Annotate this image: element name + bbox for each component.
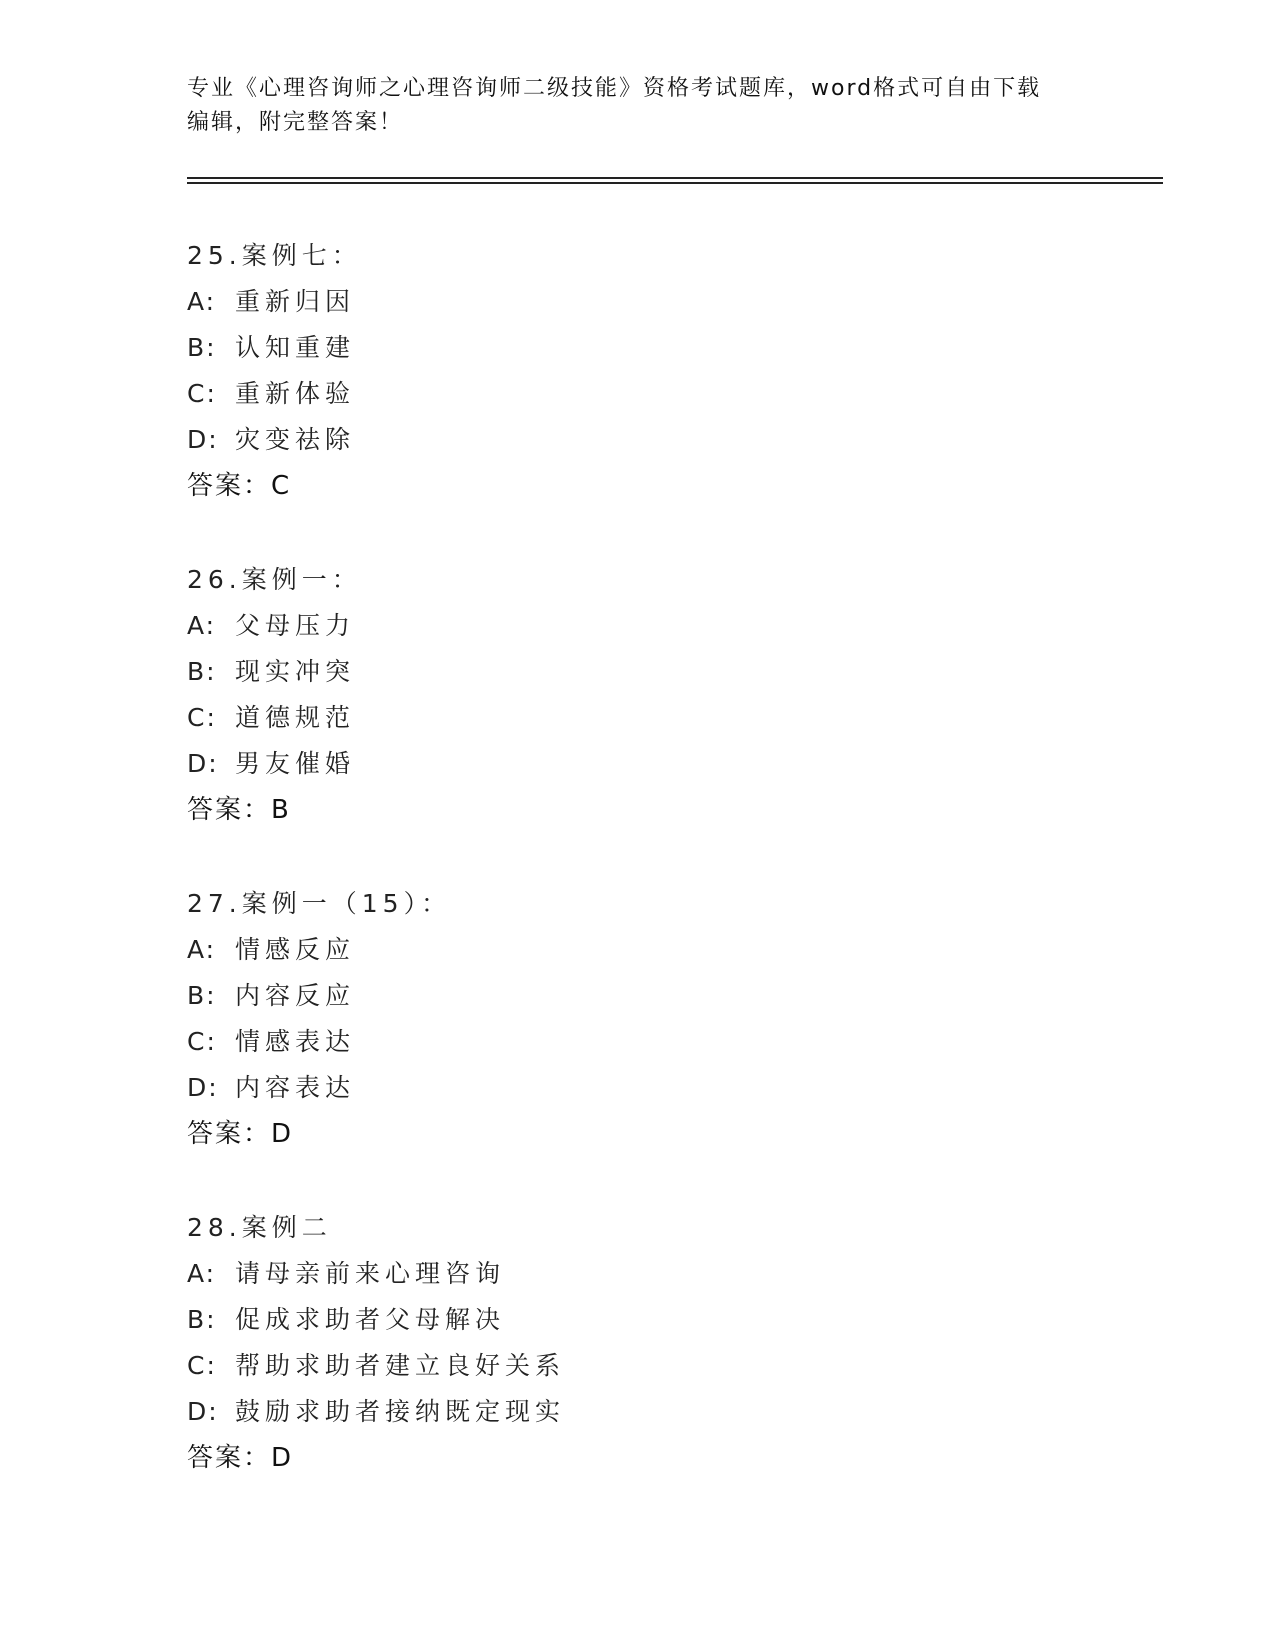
option-key: A: [187,611,217,640]
option-text: 重新体验 [235,379,356,408]
option-text: 认知重建 [235,333,356,362]
question-stem: 27.案例一（15）： [187,889,452,918]
option-text: 男友催婚 [235,749,356,778]
option-c [187,695,1087,741]
answer-line: 答案：D [187,1119,294,1149]
header-divider-bottom [187,182,1163,184]
question-28 [187,1205,1087,1481]
question-25 [187,233,1087,509]
option-d [187,417,1087,463]
option-key: D: [187,425,219,454]
option-d [187,741,1087,787]
option-c [187,1019,1087,1065]
option-text: 促成求助者父母解决 [235,1305,506,1334]
answer-line: 答案：D [187,1443,294,1473]
option-a [187,603,1087,649]
option-b [187,325,1087,371]
option-b [187,649,1087,695]
option-key: A: [187,287,217,316]
option-c [187,371,1087,417]
option-key: C: [187,1027,217,1056]
option-a [187,279,1087,325]
question-stem: 28.案例二 [187,1213,332,1242]
answer-line: 答案：B [187,795,291,825]
option-text: 内容表达 [235,1073,356,1102]
option-text: 情感反应 [235,935,356,964]
option-d [187,1065,1087,1111]
option-text: 鼓励求助者接纳既定现实 [235,1397,566,1426]
option-text: 帮助求助者建立良好关系 [235,1351,566,1380]
question-stem: 26.案例一： [187,565,362,594]
option-b [187,973,1087,1019]
option-key: B: [187,981,217,1010]
header-divider-top [187,177,1163,179]
question-26 [187,557,1087,833]
option-key: A: [187,1259,217,1288]
option-key: A: [187,935,217,964]
option-key: C: [187,1351,217,1380]
option-key: D: [187,1073,219,1102]
option-text: 内容反应 [235,981,356,1010]
option-a [187,1251,1087,1297]
option-text: 情感表达 [235,1027,356,1056]
option-c [187,1343,1087,1389]
document-header [187,72,1087,140]
option-key: B: [187,657,217,686]
option-key: B: [187,333,217,362]
question-list [187,233,1087,1529]
option-text: 现实冲突 [235,657,356,686]
option-text: 灾变祛除 [235,425,356,454]
option-text: 父母压力 [235,611,356,640]
option-d [187,1389,1087,1435]
option-key: B: [187,1305,217,1334]
option-text: 道德规范 [235,703,356,732]
option-key: C: [187,379,217,408]
option-key: D: [187,1397,219,1426]
answer-line: 答案：C [187,471,292,501]
question-27 [187,881,1087,1157]
option-key: C: [187,703,217,732]
header-line-1: 专业《心理咨询师之心理咨询师二级技能》资格考试题库，word格式可自由下载 [187,76,1042,101]
option-key: D: [187,749,219,778]
option-b [187,1297,1087,1343]
question-stem: 25.案例七： [187,241,362,270]
option-text: 请母亲前来心理咨询 [235,1259,506,1288]
header-line-2: 编辑，附完整答案！ [187,110,404,135]
option-text: 重新归因 [235,287,356,316]
option-a [187,927,1087,973]
